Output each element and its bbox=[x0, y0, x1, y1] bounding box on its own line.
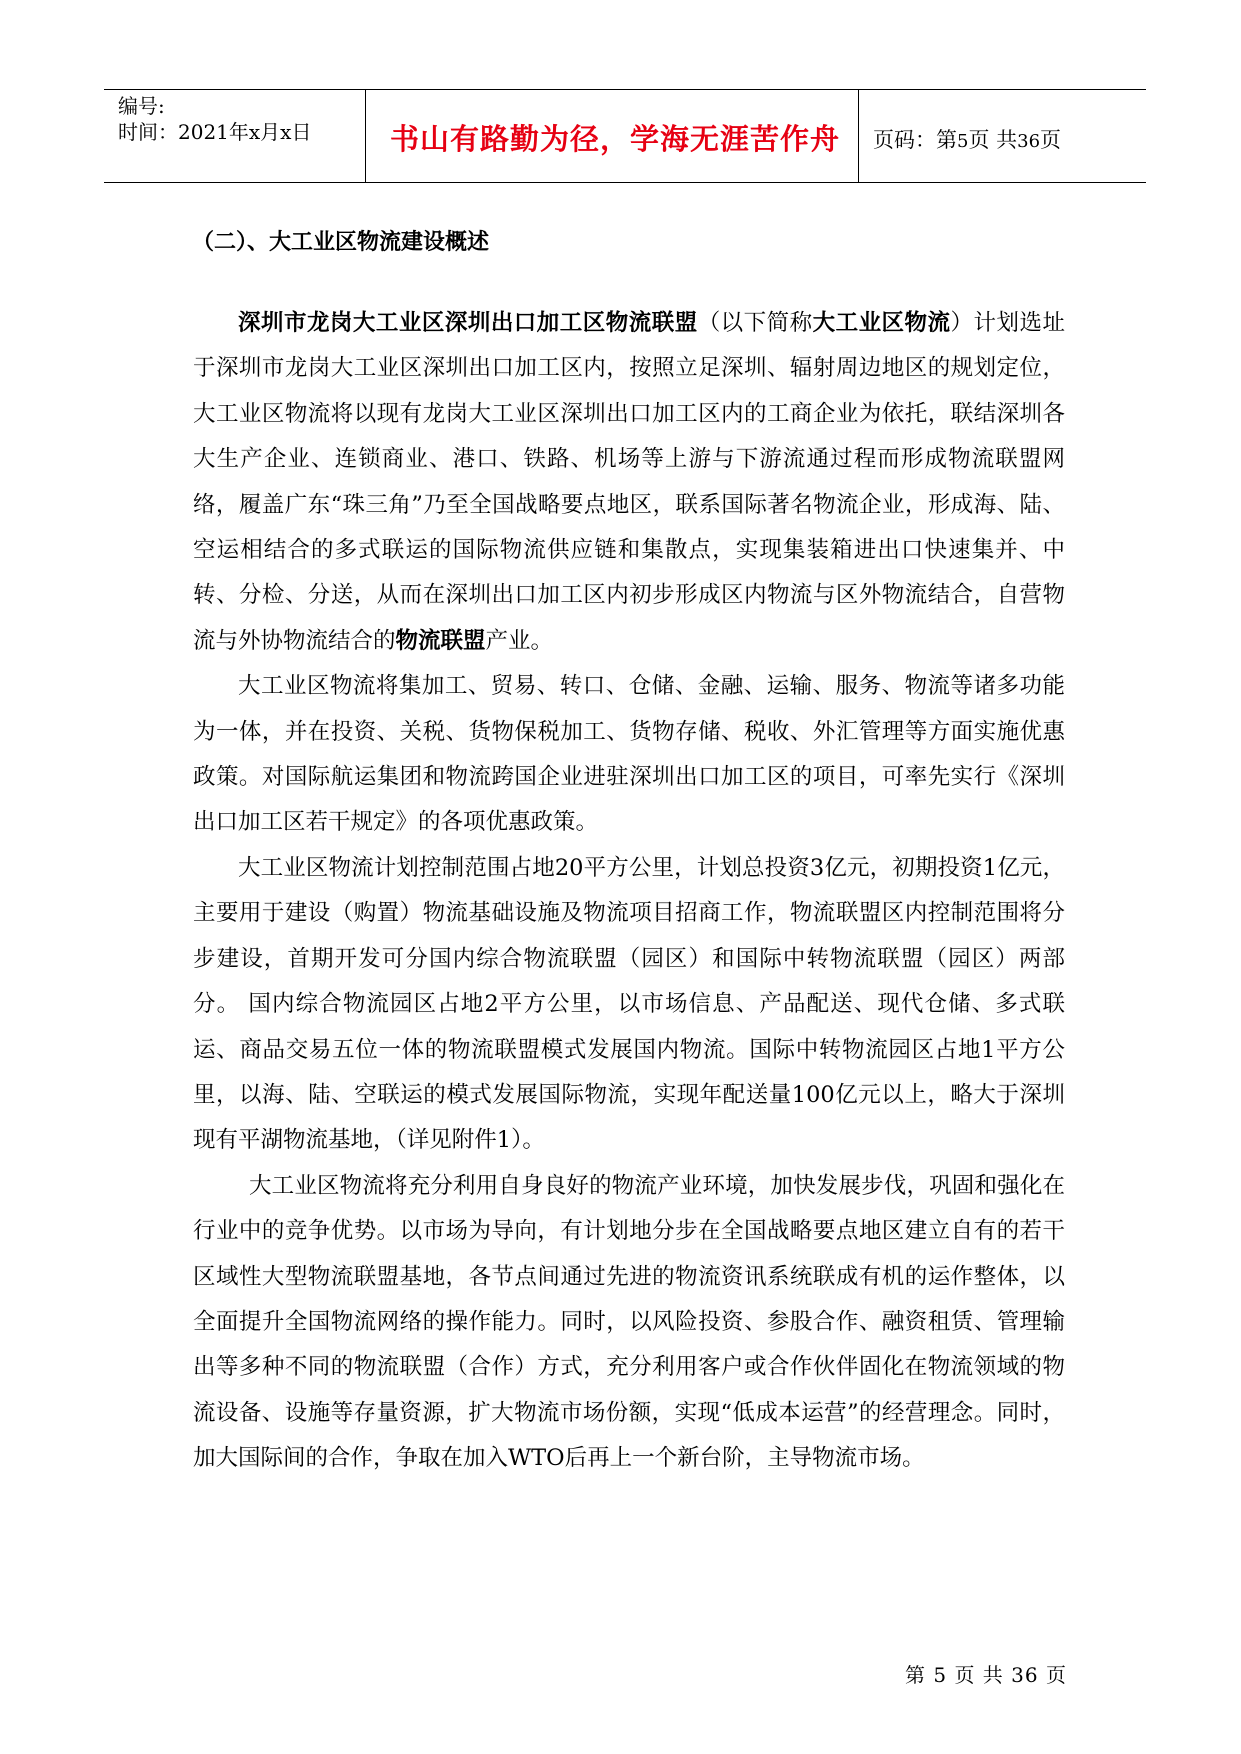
document-body bbox=[193, 301, 1065, 1482]
section-heading: （二）、大工业区物流建设概述 bbox=[192, 230, 490, 255]
document-time: 时间：2021年x月x日 bbox=[118, 120, 312, 144]
header-top-rule bbox=[104, 89, 1146, 90]
page-prefix: 页码：第 bbox=[873, 128, 957, 152]
header-motto: 书山有路勤为径，学海无涯苦作舟 bbox=[389, 122, 840, 156]
bold-text: 深圳市龙岗大工业区深圳出口加工区物流联盟 bbox=[238, 310, 698, 336]
paragraph-text: 产业。 bbox=[485, 627, 554, 654]
header-page-info bbox=[873, 124, 1061, 154]
paragraph-text: ）计划选址于深圳市龙岗大工业区深圳出口加工区内，按照立足深圳、辐射周边地区的规划定位，大工业区物流将以现有龙岗大工业区深圳出口加工区内的工商企业为依托，联结深圳各大生产企业、连锁商业、港口、铁路、机场等上游与下游流通过程而形成物流联盟网络，履盖广东“珠三角”乃至全国战略要点地区，联系国际著名物流企业，形成海、陆、空运相结合的多式联运的国际物流供应链和集散点，实现集装箱进出口快速集并、中转、分检、分送，从而在深圳出口加工区内初步形成区内物流与区外物流结合，自营物流与外协物流结合的 bbox=[193, 310, 1065, 654]
page-suffix: 页 bbox=[1040, 128, 1062, 152]
bold-text: 物流联盟 bbox=[395, 627, 486, 654]
header-bottom-rule bbox=[104, 182, 1146, 183]
page-total: 36 bbox=[1017, 131, 1041, 152]
header-divider-left bbox=[365, 89, 366, 182]
paragraph-1 bbox=[193, 301, 1065, 664]
paragraph-3: 大工业区物流计划控制范围占地20平方公里，计划总投资3亿元，初期投资1亿元，主要用于建设（购置）物流基础设施及物流项目招商工作，物流联盟区内控制范围将分步建设，首期开发可分国内综合物流联盟（园区）和国际中转物流联盟（园区）两部分。 国内综合物流园区占地2平方公里，以市场信息、产品配送、现代仓储、多式联运、商品交易五位一体的物流联盟模式发展国内物流。国际中转物流园区占地1平方公里，以海、陆、空联运的模式发展国际物流，实现年配送量100亿元以上，略大于深圳现有平湖物流基地，（详见附件1）。 bbox=[193, 854, 1065, 1154]
header-divider-right bbox=[858, 89, 859, 182]
header-meta bbox=[118, 93, 311, 145]
document-number-label: 编号: bbox=[118, 94, 165, 118]
paragraph-4: 大工业区物流将充分利用自身良好的物流产业环境，加快发展步伐，巩固和强化在行业中的竞争优势。以市场为导向，有计划地分步在全国战略要点地区建立自有的若干区域性大型物流联盟基地，各节点间通过先进的物流资讯系统联成有机的运作整体，以全面提升全国物流网络的操作能力。同时，以风险投资、参股合作、融资租赁、管理输出等多种不同的物流联盟（合作）方式，充分利用客户或合作伙伴固化在物流领域的物流设备、设施等存量资源，扩大物流市场份额，实现“低成本运营”的经营理念。同时，加大国际间的合作，争取在加入WTO后再上一个新台阶，主导物流市场。 bbox=[193, 1172, 1065, 1472]
bold-text: 大工业区物流 bbox=[812, 310, 951, 336]
page-current: 5 bbox=[957, 131, 969, 152]
footer-page-number: 第 5 页 共 36 页 bbox=[905, 1663, 1067, 1687]
paragraph-text: （以下简称 bbox=[697, 310, 813, 336]
page-middle: 页 共 bbox=[968, 128, 1018, 152]
paragraph-2: 大工业区物流将集加工、贸易、转口、仓储、金融、运输、服务、物流等诸多功能为一体，并在投资、关税、货物保税加工、货物存储、税收、外汇管理等方面实施优惠政策。对国际航运集团和物流跨国企业进驻深圳出口加工区的项目，可率先实行《深圳出口加工区若干规定》的各项优惠政策。 bbox=[193, 673, 1065, 836]
